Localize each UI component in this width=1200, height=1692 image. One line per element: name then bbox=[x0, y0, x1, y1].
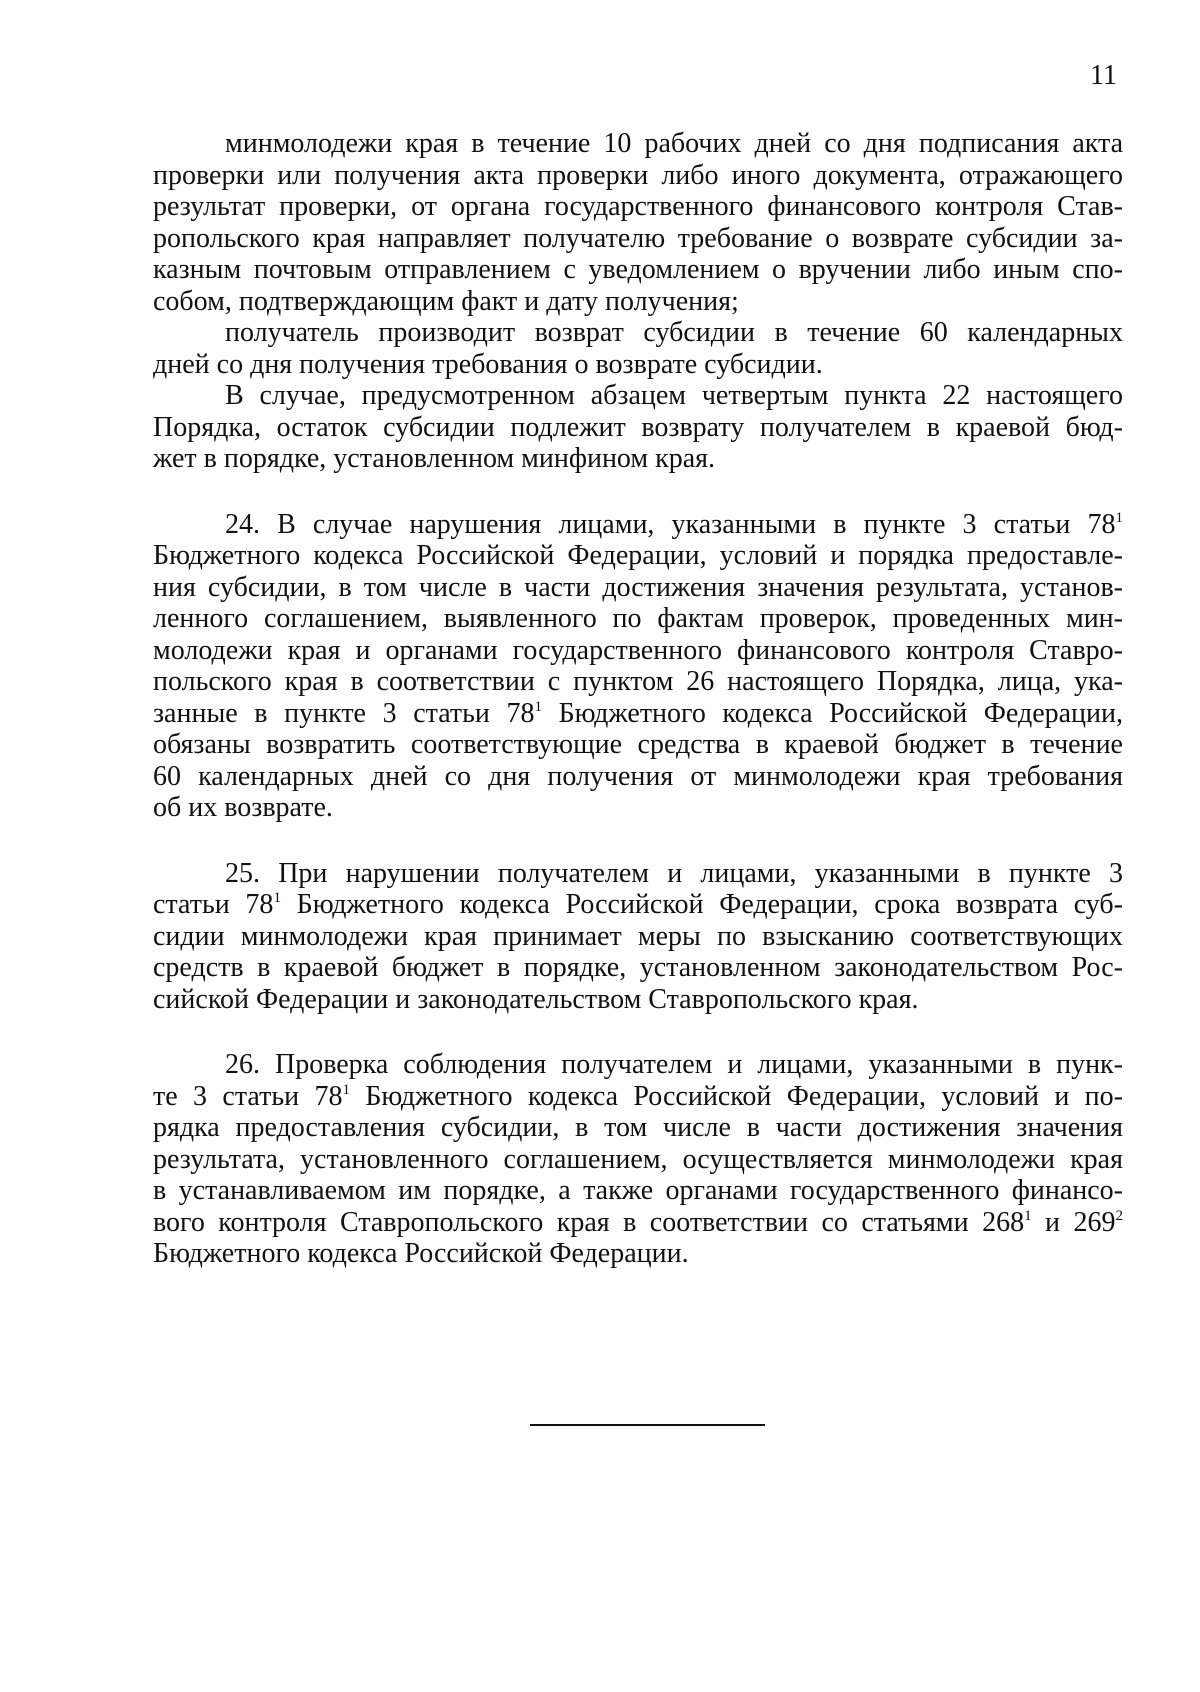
paragraph-spacer bbox=[153, 824, 1123, 858]
text-line: казным почтовым отправлением с уведомлением о вручении либо иным спо- bbox=[153, 254, 1123, 285]
text-line: жет в порядке, установленном минфином края. bbox=[153, 443, 716, 474]
paragraph-remaining-subsidy bbox=[153, 380, 1123, 475]
text-line bbox=[153, 889, 1123, 921]
text-line: Бюджетного кодекса Российской Федерации. bbox=[153, 1238, 689, 1269]
text-line: средств в краевой бюджет в порядке, установленном законодательством Рос- bbox=[153, 952, 1123, 983]
text-fragment: занные в пункте 3 статьи 78 bbox=[153, 697, 535, 729]
text-line: польского края в соответствии с пунктом 26 настоящего Порядка, лица, ука- bbox=[153, 666, 1123, 697]
paragraph-return-term bbox=[153, 317, 1123, 380]
text-line: результат проверки, от органа государственного финансового контроля Став- bbox=[153, 191, 1123, 222]
text-fragment: статьи 78 bbox=[153, 889, 274, 920]
text-line: ния субсидии, в том числе в части достижения значения результата, установ- bbox=[153, 571, 1123, 603]
text-line: Бюджетного кодекса Российской Федерации, условий и порядка предоставле- bbox=[153, 540, 1123, 571]
text-line: в устанавливаемом им порядке, а также органами государственного финансо- bbox=[153, 1175, 1123, 1206]
text-fragment: и 269 bbox=[1031, 1206, 1116, 1238]
text-line bbox=[153, 698, 1123, 730]
text-line: Порядка, остаток субсидии подлежит возврату получателем в краевой бюд- bbox=[153, 411, 1123, 443]
clause-24 bbox=[153, 509, 1123, 824]
superscript: 1 bbox=[1115, 509, 1123, 526]
text-line bbox=[153, 509, 1123, 541]
text-line: молодежи края и органами государственного финансового контроля Ставро- bbox=[153, 634, 1123, 666]
text-line: 60 календарных дней со дня получения от минмолодежи края требования bbox=[153, 760, 1123, 792]
text-line: 25. При нарушении получателем и лицами, указанными в пункте 3 bbox=[225, 857, 1123, 889]
text-line: В случае, предусмотренном абзацем четвертым пункта 22 настоящего bbox=[225, 380, 1123, 411]
text-line: ленного соглашением, выявленного по фактам проверок, проведенных мин- bbox=[153, 603, 1123, 634]
superscript: 1 bbox=[273, 890, 281, 906]
paragraph-spacer bbox=[153, 1015, 1123, 1049]
text-line: сидии минмолодежи края принимает меры по взысканию соответствующих bbox=[153, 920, 1123, 952]
text-fragment: Бюджетного кодекса Российской Федерации, bbox=[542, 697, 1123, 729]
text-line: получатель производит возврат субсидии в течение 60 календарных bbox=[225, 317, 1123, 348]
clause-26 bbox=[153, 1049, 1123, 1270]
page-number: 11 bbox=[1090, 60, 1117, 91]
text-line: проверки или получения акта проверки либо иного документа, отражающего bbox=[153, 159, 1123, 191]
text-line: сийской Федерации и законодательством Ставропольского края. bbox=[153, 983, 919, 1015]
text-line bbox=[153, 1207, 1123, 1239]
text-line bbox=[153, 1081, 1123, 1113]
text-line: рядка предоставления субсидии, в том числе в части достижения значения bbox=[153, 1112, 1123, 1143]
text-line: результата, установленного соглашением, осуществляется минмолодежи края bbox=[153, 1143, 1123, 1175]
clause-25 bbox=[153, 858, 1123, 1016]
superscript: 1 bbox=[342, 1081, 350, 1098]
paragraph-spacer bbox=[153, 475, 1123, 509]
superscript: 1 bbox=[534, 698, 542, 715]
text-fragment: вого контроля Ставропольского края в соответствии со статьями 268 bbox=[153, 1206, 1025, 1238]
superscript: 1 bbox=[1024, 1207, 1032, 1224]
document-body bbox=[153, 128, 1123, 1270]
text-fragment: 24. В случае нарушения лицами, указанными в пункте 3 статьи 78 bbox=[225, 508, 1116, 540]
text-line: ропольского края направляет получателю требование о возврате субсидии за- bbox=[153, 222, 1123, 254]
text-line: минмолодежи края в течение 10 рабочих дней со дня подписания акта bbox=[225, 128, 1123, 159]
text-fragment: Бюджетного кодекса Российской Федерации, срока возврата суб- bbox=[280, 889, 1123, 920]
text-line: дней со дня получения требования о возврате субсидии. bbox=[153, 348, 823, 380]
text-line: собом, подтверждающим факт и дату получения; bbox=[153, 285, 739, 317]
text-line: 26. Проверка соблюдения получателем и лицами, указанными в пунк- bbox=[225, 1049, 1123, 1080]
paragraph-continuation bbox=[153, 128, 1123, 317]
closing-rule bbox=[530, 1424, 765, 1426]
text-line: обязаны возвратить соответствующие средства в краевой бюджет в течение bbox=[153, 729, 1123, 760]
text-fragment: те 3 статьи 78 bbox=[153, 1080, 343, 1112]
text-fragment: Бюджетного кодекса Российской Федерации, условий и по- bbox=[349, 1080, 1123, 1112]
text-line: об их возврате. bbox=[153, 792, 333, 823]
superscript: 2 bbox=[1115, 1207, 1123, 1224]
